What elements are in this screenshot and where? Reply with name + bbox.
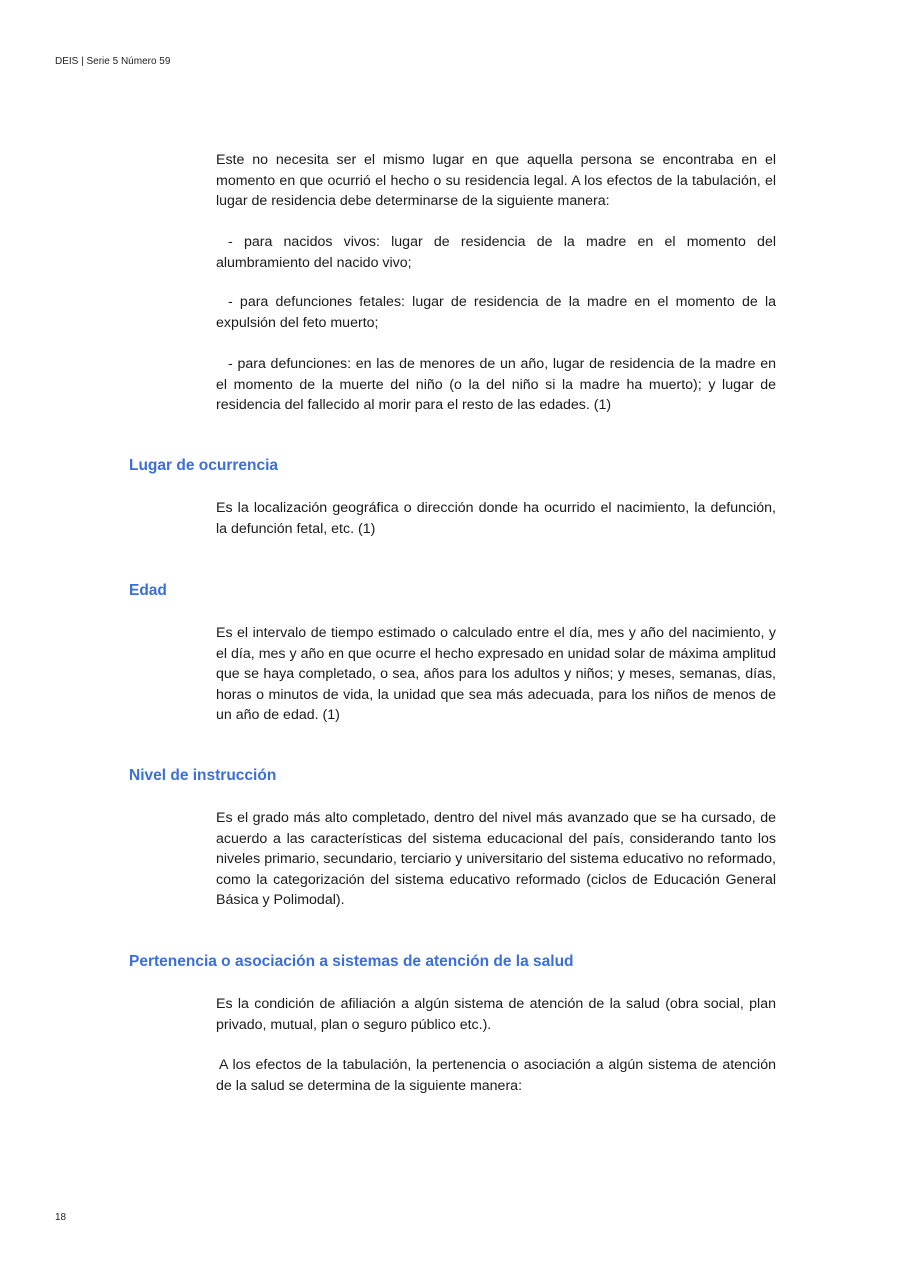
section-body-age: Es el intervalo de tiempo estimado o calculado entre el día, mes y año del nacimiento, y el día, mes y año en que ocurre el hecho expresado en unidad solar de máxima amplitud que se haya completado, o sea, años para los adultos y niños; y meses, semanas, días, horas o minutos de vida, la unidad que sea más adecuada, para los niños de menos de un año de edad. (1) xyxy=(216,625,776,723)
section-heading-age: Edad xyxy=(129,582,167,599)
running-header: DEIS | Serie 5 Número 59 xyxy=(55,56,171,67)
residence-item-fetal-deaths: - para defunciones fetales: lugar de residencia de la madre en el momento de la expulsión del feto muerto; xyxy=(216,294,776,331)
section-heading-health-system: Pertenencia o asociación a sistemas de atención de la salud xyxy=(129,953,574,970)
residence-intro-paragraph: Este no necesita ser el mismo lugar en que aquella persona se encontraba en el momento en que ocurrió el hecho o su residencia legal. A los efectos de la tabulación, el lugar de residencia debe determinarse de la siguiente manera: xyxy=(216,152,776,209)
section-heading-place-of-occurrence: Lugar de ocurrencia xyxy=(129,457,279,474)
section-heading-education-level: Nivel de instrucción xyxy=(129,767,277,784)
residence-item-deaths: - para defunciones: en las de menores de un año, lugar de residencia de la madre en el momento de la muerte del niño (o la del niño si la madre ha muerto); y lugar de residencia del fallecido al morir para el resto de las edades. (1) xyxy=(216,356,776,413)
section-body-health-system: Es la condición de afiliación a algún sistema de atención de la salud (obra social, plan privado, mutual, plan o seguro público etc.). xyxy=(216,996,776,1033)
section-body-health-system-tabulation: A los efectos de la tabulación, la pertenencia o asociación a algún sistema de atención de la salud se determina de la siguiente manera: xyxy=(216,1057,776,1094)
section-body-place-of-occurrence: Es la localización geográfica o dirección donde ha ocurrido el nacimiento, la defunción, la defunción fetal, etc. (1) xyxy=(216,500,776,537)
page-number: 18 xyxy=(55,1212,67,1223)
residence-item-live-births: - para nacidos vivos: lugar de residencia de la madre en el momento del alumbramiento del nacido vivo; xyxy=(216,234,776,271)
section-body-education-level: Es el grado más alto completado, dentro del nivel más avanzado que se ha cursado, de acuerdo a las características del sistema educacional del país, considerando tanto los niveles primario, secundario, terciario y universitario del sistema educativo no reformado, como la categorización del sistema educativo reformado (ciclos de Educación General Básica y Polimodal). xyxy=(216,810,776,908)
